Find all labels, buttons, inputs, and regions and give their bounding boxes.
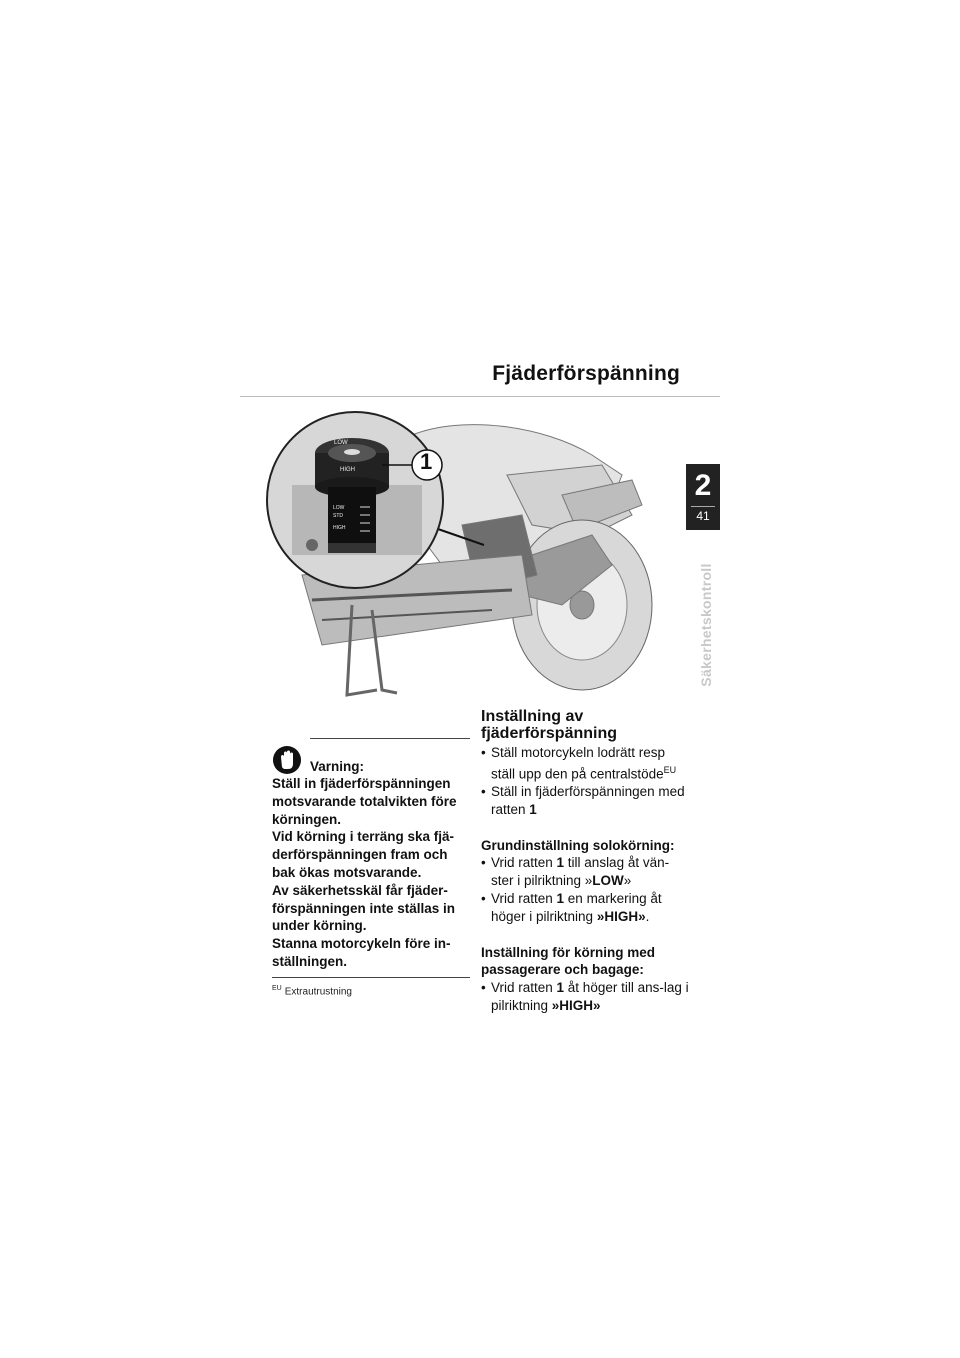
- list-item: • Ställ motorcykeln lodrätt resp ställ upp den på centralstöde$^{EU}$: [481, 744, 691, 783]
- warning-line-2: Vid körning i terräng ska fjä-derförspänningen fram och bak ökas motsvarande.: [272, 829, 455, 880]
- instructions-column: [481, 708, 691, 1015]
- warning-top-rule: [310, 738, 470, 739]
- page-title: Fjäderförspänning: [492, 362, 680, 385]
- warning-line-4: Stanna motorcykeln före in-ställningen.: [272, 936, 451, 969]
- warning-line-1: Ställ in fjäderförspänningen motsvarande totalvikten före körningen.: [272, 776, 457, 827]
- solo-steps: [481, 854, 691, 925]
- footnote-mark: EU: [272, 985, 282, 992]
- passenger-steps: [481, 979, 691, 1015]
- warning-title: Varning:: [310, 759, 365, 774]
- page-number: 41: [696, 509, 710, 523]
- list-item: • Vrid ratten 1 till anslag åt vän-ster i pilriktning »LOW»: [481, 854, 691, 890]
- list-item: • Ställ in fjäderförspänningen med ratten 1: [481, 783, 691, 819]
- knob-high-label-top: HIGH: [340, 467, 355, 473]
- chapter-number: 2: [694, 469, 712, 502]
- eu-superscript: EU: [663, 764, 677, 775]
- list-item: • Vrid ratten 1 en markering åt höger i pilriktning »HIGH».: [481, 890, 691, 926]
- chapter-side-label: Säkerhetskontroll: [698, 563, 714, 687]
- warning-header: [272, 741, 470, 775]
- solo-heading: Grundinställning solokörning:: [481, 837, 675, 853]
- callout-1-label: 1: [420, 449, 433, 474]
- spring-preload-illustration: [262, 405, 672, 700]
- scale-low-label: LOW: [333, 505, 345, 511]
- section-heading: Inställning av fjäderförspänning: [481, 708, 618, 742]
- title-divider: [240, 396, 720, 397]
- scale-std-label: STD: [333, 513, 343, 519]
- scale-high-label: HIGH: [333, 525, 346, 531]
- warning-body: [272, 775, 470, 971]
- detail-magnifier: [267, 412, 443, 588]
- warning-line-3: Av säkerhetsskäl får fjäder-förspänningen inte ställas in under körning.: [272, 882, 456, 934]
- stop-hand-icon: [272, 745, 302, 775]
- warning-bottom-rule: [272, 977, 470, 978]
- footnote-text: Extrautrustning: [284, 986, 352, 998]
- warning-box: [272, 738, 470, 978]
- footnote: [272, 985, 352, 997]
- passenger-heading: Inställning för körning med passagerare och bagage:: [481, 944, 656, 978]
- list-item: • Vrid ratten 1 åt höger till ans-lag i pilriktning »HIGH»: [481, 979, 691, 1015]
- setup-steps: [481, 744, 691, 819]
- knob-low-label: LOW: [334, 440, 348, 446]
